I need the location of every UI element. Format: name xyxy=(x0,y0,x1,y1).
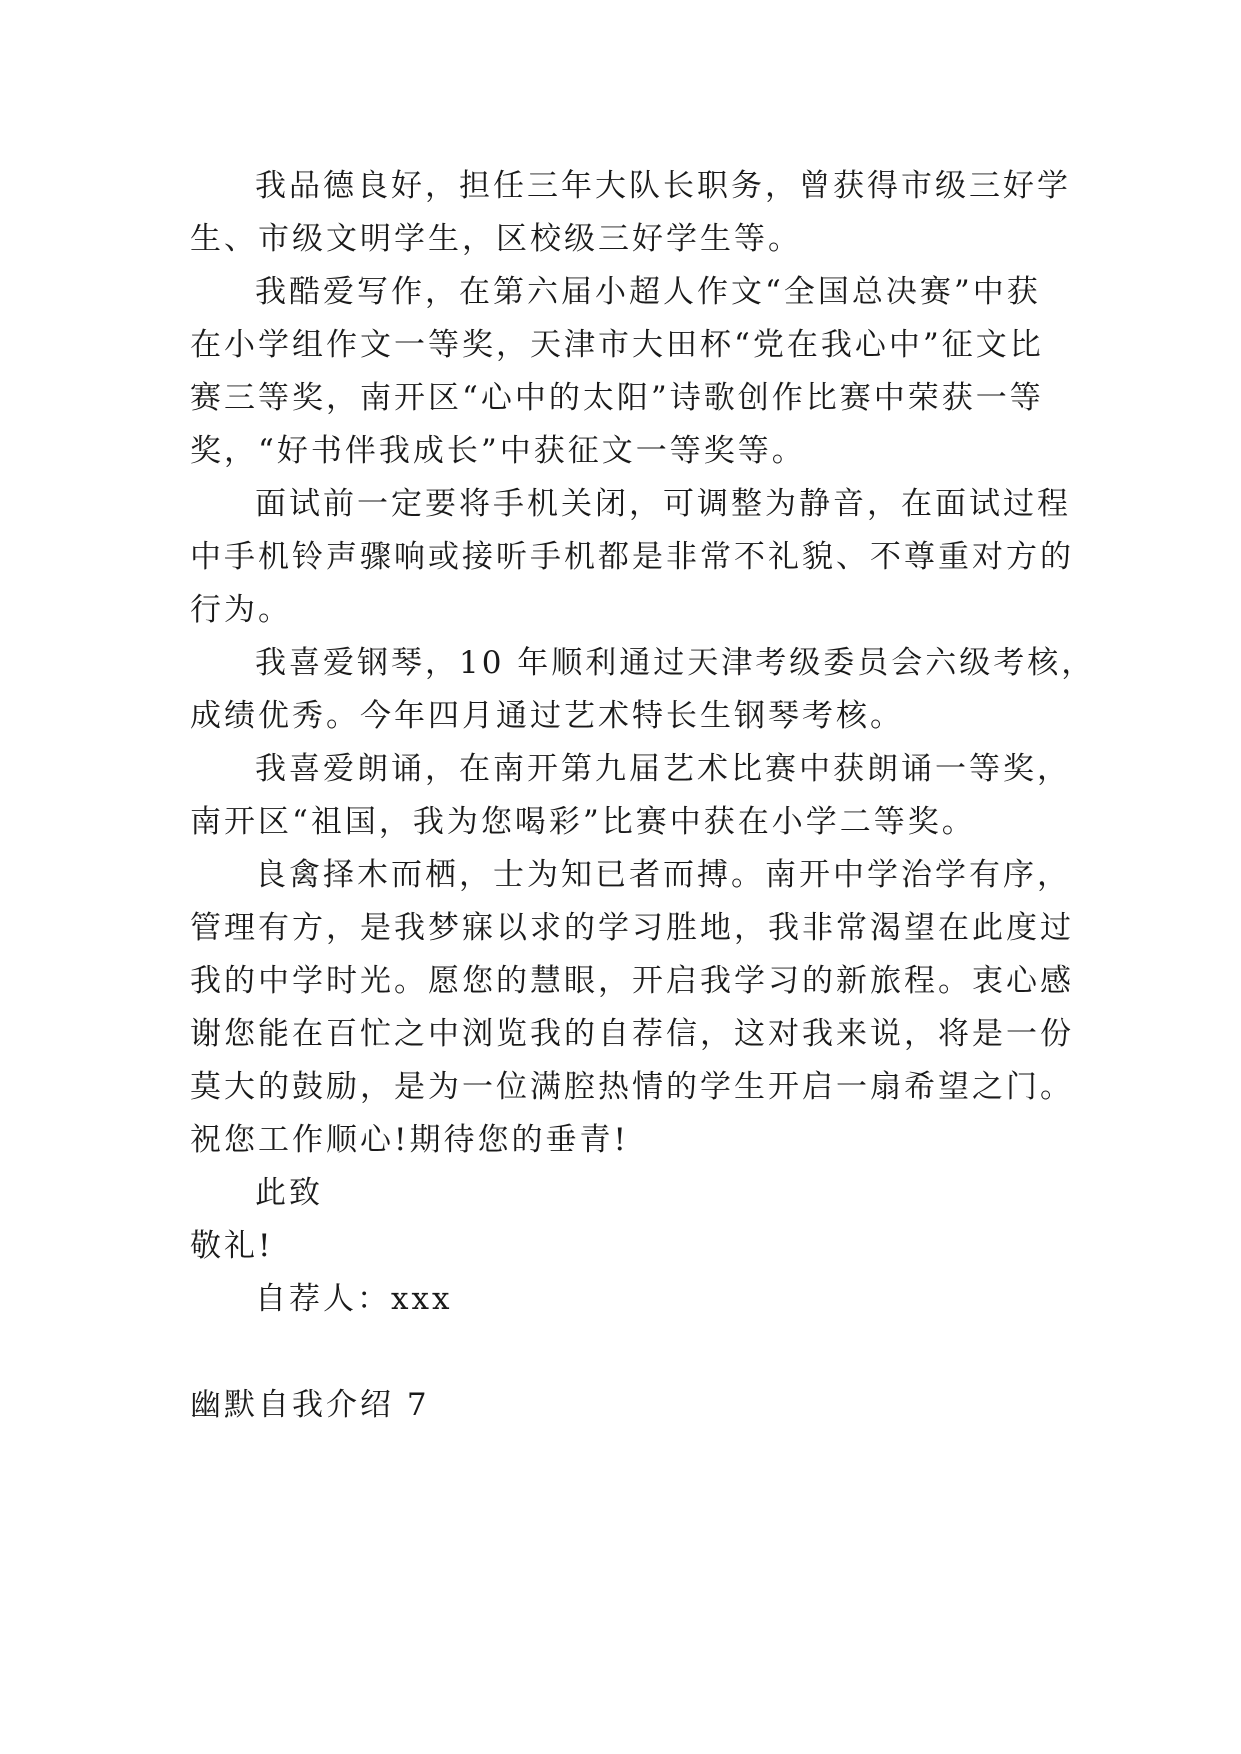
paragraph-line: 成绩优秀。今年四月通过艺术特长生钢琴考核。 xyxy=(190,698,904,734)
paragraph-line: 奖，“好书伴我成长”中获征文一等奖等。 xyxy=(190,433,806,469)
paragraph-line: 中手机铃声骤响或接听手机都是非常不礼貌、不尊重对方的 xyxy=(190,539,1074,575)
paragraph-line: 我喜爱钢琴，10 年顺利通过天津考级委员会六级考核， xyxy=(255,645,1096,681)
paragraph-line: 良禽择木而栖，士为知已者而搏。南开中学治学有序， xyxy=(255,857,1071,893)
closing-salutation: 此致 xyxy=(255,1175,323,1211)
paragraph-line: 面试前一定要将手机关闭，可调整为静音，在面试过程 xyxy=(255,486,1071,522)
paragraph-line: 我品德良好，担任三年大队长职务，曾获得市级三好学 xyxy=(255,168,1071,204)
paragraph-line: 赛三等奖，南开区“心中的太阳”诗歌创作比赛中荣获一等 xyxy=(190,380,1044,416)
paragraph-line: 我酷爱写作，在第六届小超人作文“全国总决赛”中获 xyxy=(255,274,1041,310)
paragraph-line: 莫大的鼓励，是为一位满腔热情的学生开启一扇希望之门。 xyxy=(190,1069,1074,1105)
paragraph-line: 我的中学时光。愿您的慧眼，开启我学习的新旅程。衷心感 xyxy=(190,963,1074,999)
closing-regards: 敬礼! xyxy=(190,1228,274,1264)
signature-line: 自荐人：xxx xyxy=(255,1281,453,1317)
paragraph-line: 在小学组作文一等奖，天津市大田杯“党在我心中”征文比 xyxy=(190,327,1044,363)
paragraph-line: 管理有方，是我梦寐以求的学习胜地，我非常渴望在此度过 xyxy=(190,910,1074,946)
paragraph-line: 我喜爱朗诵，在南开第九届艺术比赛中获朗诵一等奖， xyxy=(255,751,1071,787)
section-heading: 幽默自我介绍 7 xyxy=(190,1387,430,1423)
paragraph-line: 祝您工作顺心!期待您的垂青! xyxy=(190,1122,629,1158)
paragraph-line: 生、市级文明学生，区校级三好学生等。 xyxy=(190,221,802,257)
paragraph-line: 行为。 xyxy=(190,592,292,628)
paragraph-line: 南开区“祖国，我为您喝彩”比赛中获在小学二等奖。 xyxy=(190,804,976,840)
paragraph-line: 谢您能在百忙之中浏览我的自荐信，这对我来说，将是一份 xyxy=(190,1016,1074,1052)
